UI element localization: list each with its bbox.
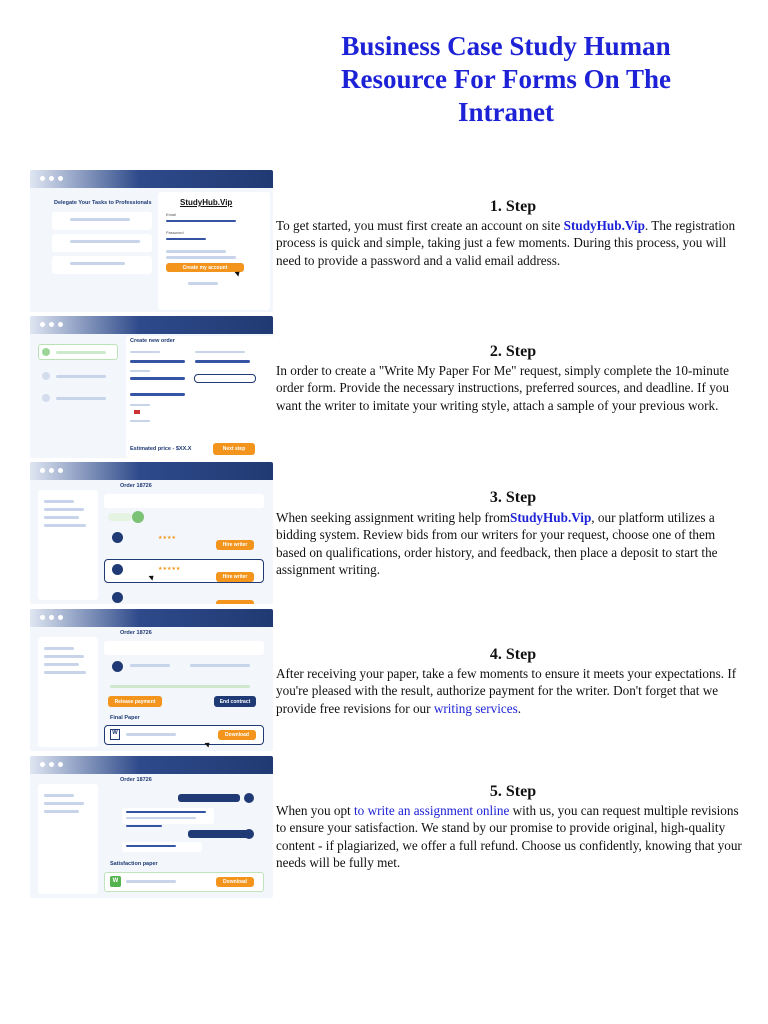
shot2-next-button: Next step [213,443,255,455]
browser-bar [30,170,273,188]
avatar [112,532,123,543]
step-4-heading: 4. Step [489,646,537,663]
browser-bar [30,756,273,774]
shot4-order: Order 18726 [120,630,152,636]
step-4-text: After receiving your paper, take a few moments to ensure it meets your expectations. If you're pleased with the result, authorize payment for the writer. Don't forget that we provide free revisions for our writing services. [276,666,737,716]
step2-screenshot [30,316,273,458]
shot4-download-button: Download [218,730,256,740]
avatar [112,592,123,603]
shot1-email-label: Email [166,212,177,217]
shot5-download-button: Download [216,877,254,887]
shot1-brand: StudyHub.Vip [180,198,233,207]
shot2-price: Estimated price - $XX.X [130,446,192,452]
browser-bar [30,316,273,334]
studyhub-link[interactable]: StudyHub.Vip [510,510,592,525]
write-assignment-link[interactable]: to write an assignment online [354,803,510,818]
shot4-end-button: End contract [214,696,256,707]
step-1-heading: 1. Step [489,198,537,215]
step1-screenshot [30,170,273,312]
avatar [112,564,123,575]
shot4-release-button: Release payment [108,696,162,707]
avatar [112,661,123,672]
step5-screenshot: Order 18726 Satisfaction paper W Download [30,756,273,898]
shot3-order: Order 18726 [120,483,152,489]
shot4-final: Final Paper [110,715,140,721]
shot3-hire-button-1: Hire writer [216,540,254,550]
shot1-create-button: Create my account [166,263,244,272]
shot1-password-label: Password [166,230,184,235]
step-2-text: In order to create a "Write My Paper For Me" request, simply complete the 10-minute order form. Provide the necessary instructions, preferred sources, and deadline. If you want the writer to imitate your writing style, attach a sample of your previous work. [276,363,729,413]
browser-bar [30,462,273,480]
step4-screenshot: Order 18726 Release payment End contract Final Paper W Download [30,609,273,751]
step-1-text: To get started, you must first create an account on site StudyHub.Vip. The registration process is quick and simple, taking just a few moments. During this process, you will need to provide a password and a valid email address. [276,218,736,268]
shot1-heading: Delegate Your Tasks to Professionals [54,200,152,206]
step-5-heading: 5. Step [489,783,537,800]
shot3-hire-button-2: Hire writer [216,572,254,582]
browser-bar [30,609,273,627]
page-title: Business Case Study Human Resource For Forms On The Intranet [341,31,671,127]
writing-services-link[interactable]: writing services [433,700,518,716]
shot2-heading: Create new order [130,338,175,344]
step-2-heading: 2. Step [489,343,537,360]
step-3-heading: 3. Step [489,489,537,506]
shot5-sat: Satisfaction paper [110,861,158,867]
step3-screenshot: Order 18726 ★★★★ Hire writer ★★★★★ Hire writer [30,462,273,604]
studyhub-link[interactable]: StudyHub.Vip [563,218,645,233]
shot5-order: Order 18726 [120,777,152,783]
step-3-text: When seeking assignment writing help fromStudyHub.Vip, our platform utilizes a bidding system. Review bids from our writers for your request, choose one of them based on qualifications, order history, and feedback, then place a deposit to start the assignment writing. [276,510,718,578]
step-5-text: When you opt to write an assignment online with us, you can request multiple revisions to ensure your satisfaction. We stand by our promise to provide original, high-quality content - if plagiarized, we offer a full refund. Choose us confidently, knowing that your needs will be fully met. [276,803,742,871]
